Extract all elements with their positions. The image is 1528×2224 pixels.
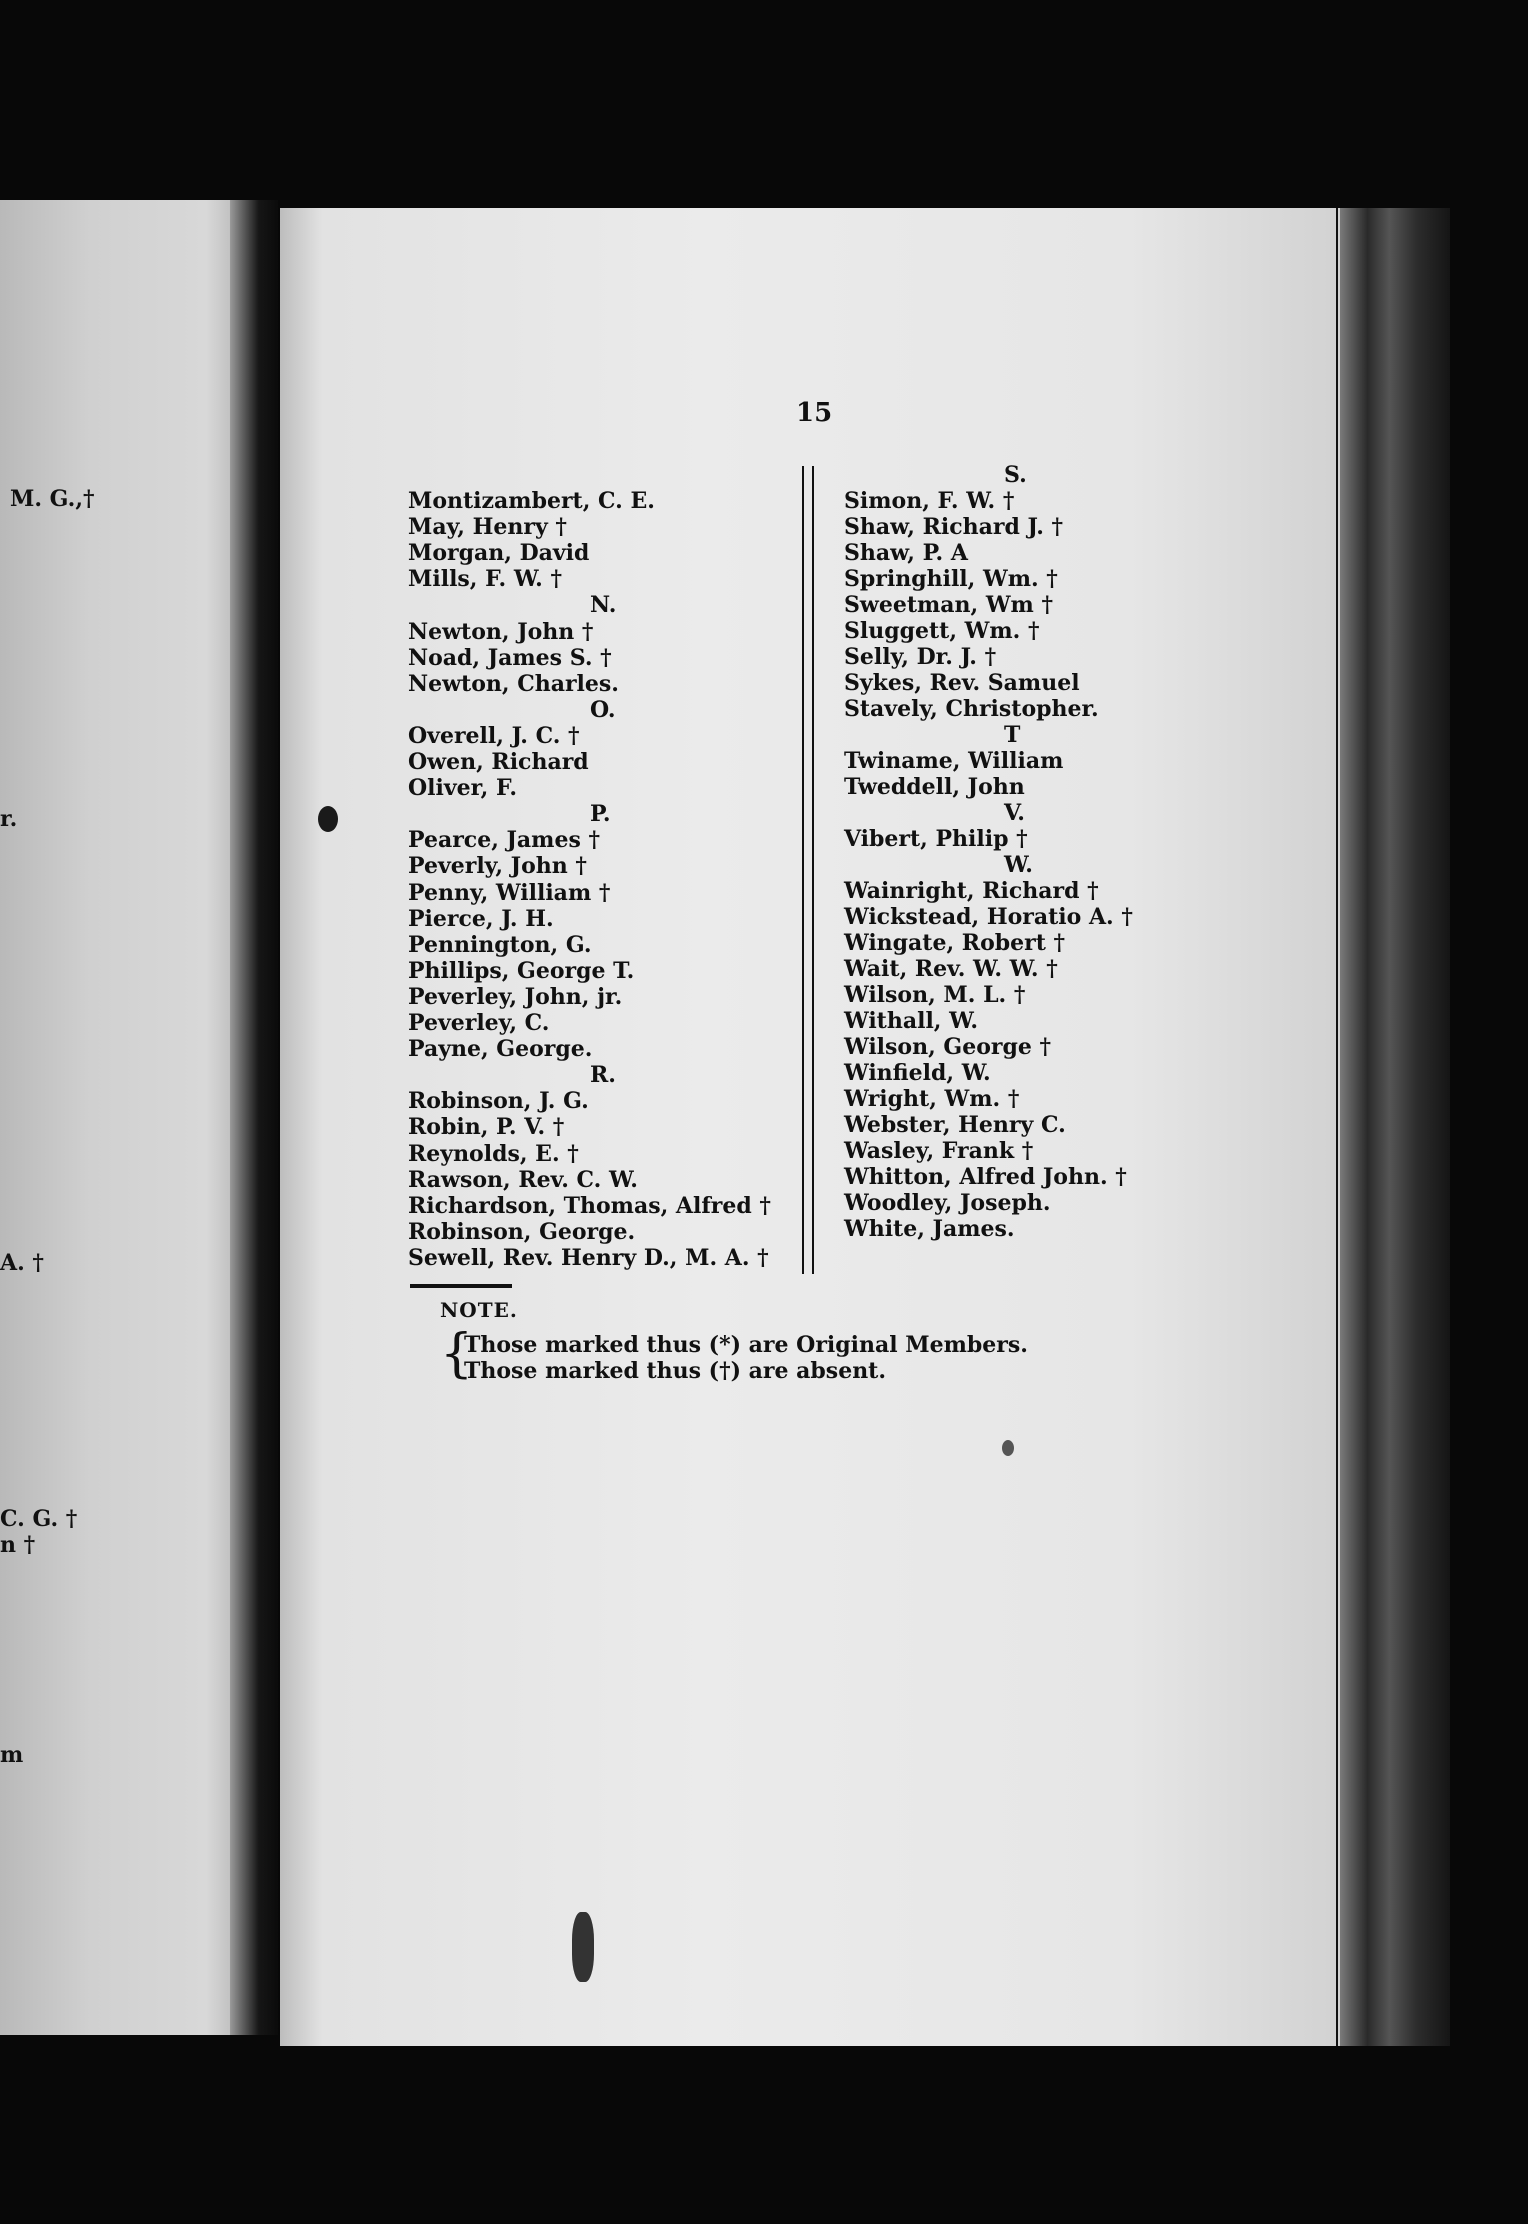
member-entry: Winfield, W. (844, 1060, 991, 1086)
left-page-text-fragment: C. G. † (0, 1506, 78, 1532)
member-entry: White, James. (844, 1216, 1015, 1242)
member-entry: Reynolds, E. † (408, 1140, 579, 1167)
member-entry: Newton, Charles. (408, 670, 619, 697)
member-entry: Sweetman, Wm † (844, 592, 1053, 618)
member-entry: Wilson, George † (844, 1034, 1052, 1060)
member-entry: Wright, Wm. † (844, 1086, 1020, 1112)
section-letter: R. (590, 1062, 616, 1089)
member-entry: Phillips, George T. (408, 957, 635, 984)
member-entry: Whitton, Alfred John. † (844, 1164, 1127, 1190)
page-number: 15 (796, 398, 833, 428)
section-letter: V. (1004, 800, 1025, 826)
ink-blot (318, 806, 338, 832)
note-line-original-members: Those marked thus (*) are Original Members. (464, 1332, 1028, 1358)
member-entry: Peverly, John † (408, 853, 587, 880)
member-entry: Robinson, George. (408, 1218, 636, 1245)
member-entry: Pierce, J. H. (408, 905, 554, 932)
section-letter: W. (1004, 852, 1033, 878)
member-entry: Simon, F. W. † (844, 488, 1015, 514)
member-entry: Selly, Dr. J. † (844, 644, 997, 670)
member-entry: Penny, William † (408, 879, 611, 906)
member-entry: Newton, John † (408, 618, 594, 645)
page-smudge (572, 1912, 594, 1982)
left-page-text-fragment: m (0, 1742, 24, 1768)
member-entry: Payne, George. (408, 1036, 593, 1063)
note-title: NOTE. (440, 1298, 518, 1322)
member-entry: Webster, Henry C. (844, 1112, 1066, 1138)
column-rule-left (802, 466, 804, 1274)
member-entry: Wilson, M. L. † (844, 982, 1026, 1008)
member-entry: Shaw, P. A (844, 540, 968, 566)
member-entry: Mills, F. W. † (408, 566, 562, 593)
member-entry: Owen, Richard (408, 749, 589, 775)
left-page-text-fragment: A. † (0, 1250, 44, 1276)
member-entry: Wainright, Richard † (844, 878, 1099, 904)
member-entry: Montizambert, C. E. (408, 488, 655, 514)
member-entry: Wait, Rev. W. W. † (844, 956, 1058, 982)
left-page-text-fragment: M. G.,† (10, 486, 95, 512)
member-entry: Oliver, F. (408, 775, 518, 802)
member-entry: Morgan, David (408, 540, 590, 567)
note-rule (410, 1284, 512, 1288)
member-entry: Pennington, G. (408, 931, 592, 958)
member-entry: Tweddell, John (844, 774, 1025, 800)
column-rule-right (812, 466, 814, 1274)
left-page-text-fragment: r. (0, 806, 18, 832)
member-entry: Richardson, Thomas, Alfred † (408, 1192, 771, 1219)
member-entry: Wingate, Robert † (844, 930, 1066, 956)
member-entry: Peverley, C. (408, 1010, 550, 1036)
member-entry: Peverley, John, jr. (408, 983, 623, 1010)
ink-speck (1002, 1440, 1014, 1456)
left-page (0, 200, 258, 2035)
member-entry: Wasley, Frank † (844, 1138, 1034, 1164)
member-entry: Robinson, J. G. (408, 1088, 589, 1115)
member-entry: Woodley, Joseph. (844, 1190, 1051, 1216)
left-page-text-fragment: n † (0, 1532, 36, 1558)
page-edge-line (1336, 208, 1338, 2046)
member-entry: Springhill, Wm. † (844, 566, 1058, 592)
member-entry: Pearce, James † (408, 827, 600, 854)
section-letter: S. (1004, 462, 1027, 488)
section-letter: O. (590, 696, 616, 723)
member-entry: Vibert, Philip † (844, 826, 1028, 852)
note-brace: { (440, 1324, 474, 1384)
member-entry: Robin, P. V. † (408, 1114, 565, 1141)
page-edge-stack (1340, 208, 1450, 2046)
member-entry: Shaw, Richard J. † (844, 514, 1064, 540)
member-entry: Withall, W. (844, 1008, 979, 1034)
member-entry: Sykes, Rev. Samuel (844, 670, 1080, 696)
section-letter: N. (590, 592, 617, 619)
member-entry: Sluggett, Wm. † (844, 618, 1040, 644)
member-entry: Noad, James S. † (408, 644, 612, 671)
member-entry: May, Henry † (408, 514, 567, 541)
member-entry: Stavely, Christopher. (844, 696, 1099, 722)
section-letter: P. (590, 801, 611, 828)
member-entry: Overell, J. C. † (408, 722, 580, 749)
member-entry: Sewell, Rev. Henry D., M. A. † (408, 1244, 769, 1271)
book-gutter (230, 200, 278, 2035)
member-entry: Rawson, Rev. C. W. (408, 1166, 638, 1193)
member-entry: Twiname, William (844, 748, 1064, 774)
section-letter: T (1004, 722, 1021, 748)
note-line-absent: Those marked thus (†) are absent. (464, 1358, 887, 1384)
member-entry: Wickstead, Horatio A. † (844, 904, 1133, 930)
